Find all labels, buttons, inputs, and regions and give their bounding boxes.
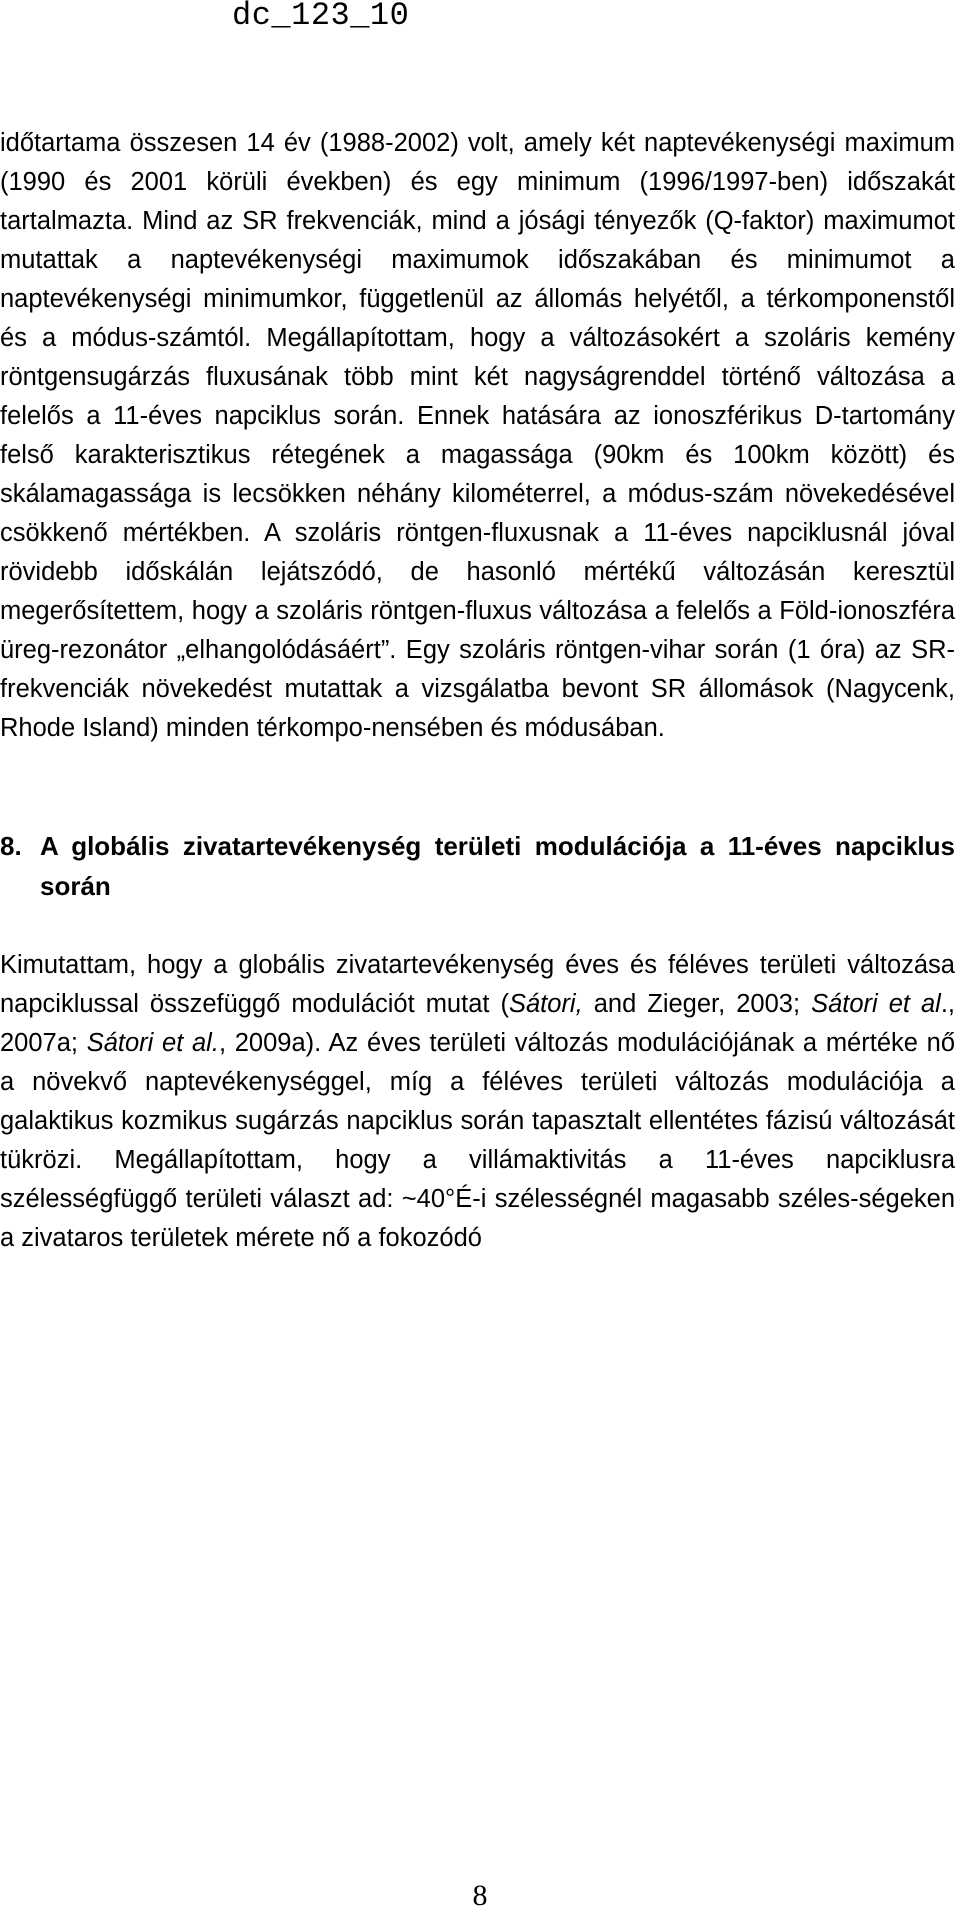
citation-author: Sátori et al. [86, 1029, 219, 1057]
page-number: 8 [472, 1879, 488, 1912]
section-heading [0, 826, 955, 906]
paragraph-findings [0, 946, 955, 1258]
citation-author: Sátori, [508, 990, 583, 1018]
paragraph-text: and Zieger, 2003; [582, 990, 812, 1018]
document-id: dc_123_10 [232, 0, 410, 34]
paragraph-text: , 2009a). Az éves területi változás modulációjának a mértéke nő a növekvő naptevékenységgel, míg a féléves területi változás modulációja a galaktikus kozmikus sugárzás napciklus során tapasztalt ellentétes fázisú változását tükrözi. Megállapítottam, hogy a villámaktivitás a 11-éves napciklusra szélességfüggő területi választ ad: ~40°É-i szélességnél magasabb széles-ségeken a zivataros területek mérete nő a fokozódó [0, 1029, 955, 1252]
page-body [0, 124, 955, 1258]
section-number: 8. [0, 831, 22, 861]
section-title: A globális zivatartevékenység területi modulációja a 11-éves napciklus során [40, 831, 955, 901]
paragraph-text: ., 2007a; [0, 990, 955, 1057]
paragraph-summary: időtartama összesen 14 év (1988-2002) volt, amely két naptevékenységi maximum (1990 és 2001 körüli években) és egy minimum (1996/1997-ben) időszakát tartalmazta. Mind az SR frekvenciák, mind a jósági tényezők (Q-faktor) maximumot mutattak a naptevékenységi maximumok időszakában és minimumot a naptevékenységi minimumkor, függetlenül az állomás helyétől, a térkomponenstől és a módus-számtól. Megállapítottam, hogy a változásokért a szoláris kemény röntgensugárzás fluxusának több mint két nagyságrenddel történő változása a felelős a 11-éves napciklus során. Ennek hatására az ionoszférikus D-tartomány felső karakterisztikus rétegének a magassága (90km és 100km között) és skálamagassága is lecsökken néhány kilométerrel, a módus-szám növekedésével csökkenő mértékben. A szoláris röntgen-fluxusnak a 11-éves napciklusnál jóval rövidebb időskálán lejátszódó, de hasonló mértékű változásán keresztül megerősítettem, hogy a szoláris röntgen-fluxus változása a felelős a Föld-ionoszféra üreg-rezonátor „elhangolódásáért”. Egy szoláris röntgen-vihar során (1 óra) az SR-frekvenciák növekedést mutattak a vizsgálatba bevont SR állomások (Nagycenk, Rhode Island) minden térkompo-nensében és módusában. [0, 129, 955, 742]
paragraph-text: Kimutattam, hogy a globális zivatartevékenység éves és féléves területi változása napciklussal összefüggő modulációt mutat ( [0, 951, 955, 1018]
citation-author: Sátori et al [811, 990, 941, 1018]
